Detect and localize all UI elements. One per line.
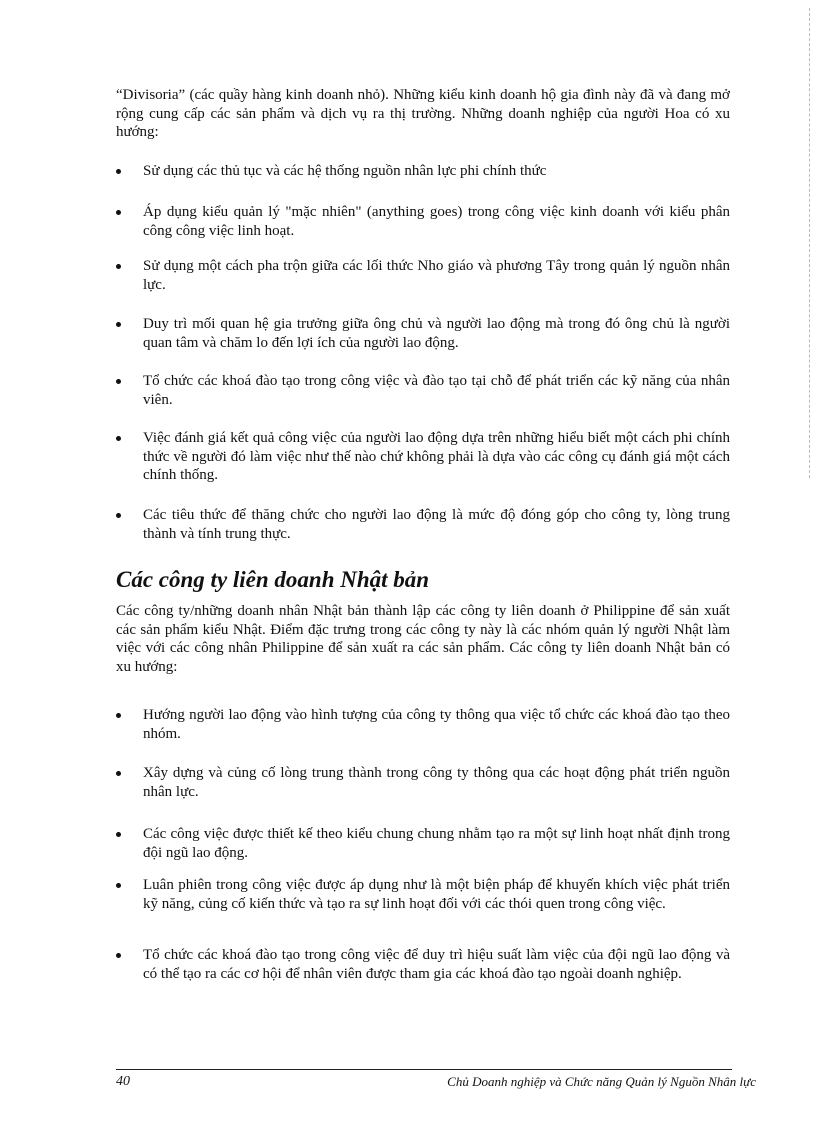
- section-paragraph: Các công ty/những doanh nhân Nhật bản thành lập các công ty liên doanh ở Philippine để sản xuất các sản phẩm kiểu Nhật. Điểm đặc trưng trong các công ty này là các nhóm quản lý người Nhật làm việc với các công nhân Philippine để sản xuất ra các sản phẩm. Các công ty liên doanh Nhật bản có xu hướng:: [116, 603, 730, 675]
- list-item: Các công việc được thiết kế theo kiểu chung chung nhằm tạo ra một sự linh hoạt nhất định trong đội ngũ lao động.: [116, 825, 730, 862]
- bullet-icon: [116, 264, 121, 269]
- bullet-icon: [116, 379, 121, 384]
- bullet-icon: [116, 771, 121, 776]
- list-item: Việc đánh giá kết quả công việc của người lao động dựa trên những hiểu biết một cách phi chính thức về người đó làm việc như thế nào chứ không phải là dựa vào các công cụ đánh giá một cách chính thống.: [116, 429, 730, 485]
- bullet-icon: [116, 953, 121, 958]
- page-number: 40: [116, 1074, 130, 1089]
- scan-edge-mark: [809, 8, 811, 478]
- bullet-icon: [116, 883, 121, 888]
- running-footer-title: Chủ Doanh nghiệp và Chức năng Quản lý Nguồn Nhân lực: [447, 1074, 756, 1089]
- list-item: Sử dụng các thủ tục và các hệ thống nguồn nhân lực phi chính thức: [116, 162, 730, 181]
- list-item: Sử dụng một cách pha trộn giữa các lối thức Nho giáo và phương Tây trong quản lý nguồn nhân lực.: [116, 257, 730, 294]
- section-heading: Các công ty liên doanh Nhật bản: [116, 567, 430, 592]
- footer-divider: [116, 1069, 732, 1070]
- bullet-icon: [116, 832, 121, 837]
- bullet-icon: [116, 713, 121, 718]
- list-item: Áp dụng kiểu quản lý "mặc nhiên" (anything goes) trong công việc kinh doanh với kiểu phân công công việc linh hoạt.: [116, 203, 730, 240]
- list-item: Xây dựng và củng cố lòng trung thành trong công ty thông qua các hoạt động phát triển nguồn nhân lực.: [116, 764, 730, 801]
- list-item: Tổ chức các khoá đào tạo trong công việc và đào tạo tại chỗ để phát triển các kỹ năng của nhân viên.: [116, 372, 730, 409]
- bullet-icon: [116, 436, 121, 441]
- bullet-icon: [116, 322, 121, 327]
- list-item: Hướng người lao động vào hình tượng của công ty thông qua việc tổ chức các khoá đào tạo theo nhóm.: [116, 706, 730, 743]
- intro-paragraph: “Divisoria” (các quầy hàng kinh doanh nhỏ). Những kiểu kinh doanh hộ gia đình này đã và đang mở rộng cung cấp các sản phẩm và dịch vụ ra thị trường. Những doanh nghiệp của người Hoa có xu hướng:: [116, 87, 730, 140]
- bullet-icon: [116, 513, 121, 518]
- list-item: Các tiêu thức để thăng chức cho người lao động là mức độ đóng góp cho công ty, lòng trung thành và tính trung thực.: [116, 506, 730, 543]
- list-item: Luân phiên trong công việc được áp dụng như là một biện pháp để khuyến khích việc phát triển kỹ năng, củng cố kiến thức và tạo ra sự linh hoạt đối với các thói quen trong công việc.: [116, 876, 730, 913]
- list-item: Duy trì mối quan hệ gia trưởng giữa ông chủ và người lao động mà trong đó ông chủ là người quan tâm và chăm lo đến lợi ích của người lao động.: [116, 315, 730, 352]
- bullet-icon: [116, 169, 121, 174]
- bullet-icon: [116, 210, 121, 215]
- list-item: Tổ chức các khoá đào tạo trong công việc để duy trì hiệu suất làm việc của đội ngũ lao động và có thể tạo ra các cơ hội để nhân viên được tham gia các khoá đào tạo ngoài doanh nghiệp.: [116, 946, 730, 983]
